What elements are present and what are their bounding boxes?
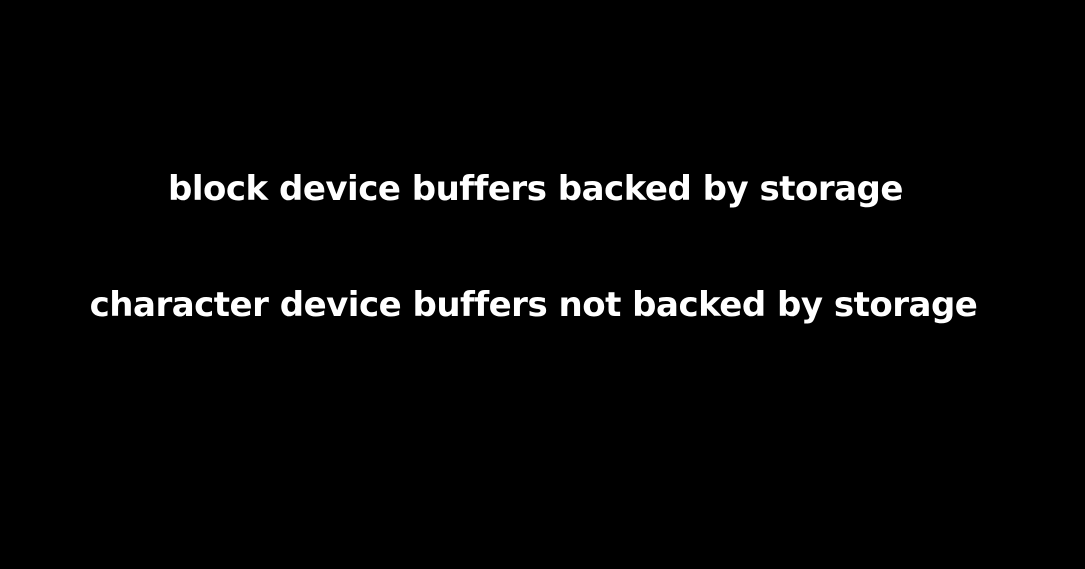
block-device-line: block device buffers backed by storage [168, 169, 903, 209]
character-device-line: character device buffers not backed by storage [89, 285, 978, 325]
